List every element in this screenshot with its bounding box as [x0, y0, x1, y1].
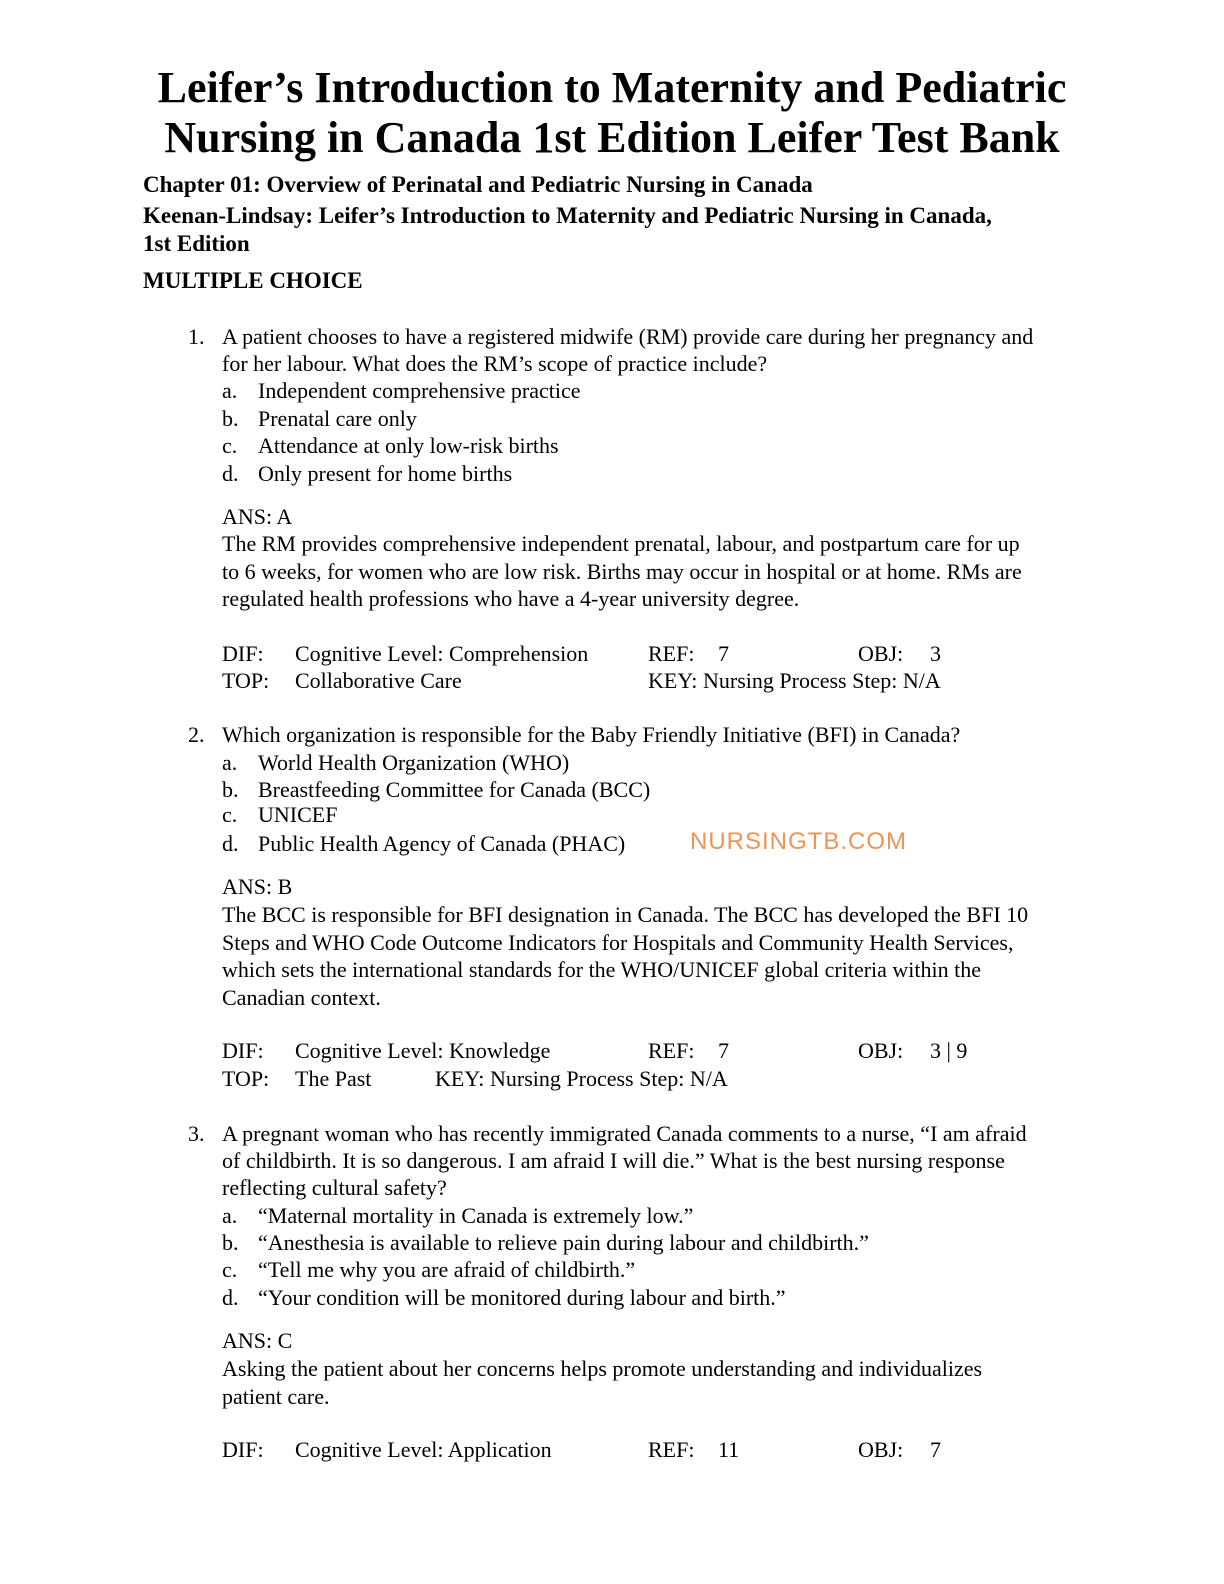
option-text: UNICEF [258, 802, 338, 827]
answer-key: ANS: C [222, 1328, 293, 1353]
book-heading-line-1: Keenan-Lindsay: Leifer’s Introduction to Maternity and Pediatric Nursing in Canada, [143, 203, 992, 228]
option-letter: a. [222, 1203, 238, 1228]
question-number: 2. [188, 722, 205, 747]
dif-value: Cognitive Level: Comprehension [295, 641, 589, 666]
question-number: 1. [188, 324, 205, 349]
ref-value: 7 [718, 641, 729, 666]
rationale-line: The BCC is responsible for BFI designation in Canada. The BCC has developed the BFI 10 [222, 902, 1029, 927]
ref-label: REF: [648, 641, 695, 666]
ref-label: REF: [648, 1437, 695, 1462]
question-stem-line: A patient chooses to have a registered midwife (RM) provide care during her pregnancy and [222, 324, 1034, 349]
question-number: 3. [188, 1121, 205, 1146]
document-title-line-1: Leifer’s Introduction to Maternity and Pediatric [157, 63, 1067, 112]
ref-value: 11 [718, 1437, 740, 1462]
option-letter: c. [222, 433, 238, 458]
chapter-heading: Chapter 01: Overview of Perinatal and Pediatric Nursing in Canada [143, 172, 813, 197]
obj-label: OBJ: [858, 1038, 904, 1063]
answer-key: ANS: B [222, 874, 293, 899]
obj-label: OBJ: [858, 1437, 904, 1462]
option-letter: c. [222, 1257, 238, 1282]
option-text: “Tell me why you are afraid of childbirth.” [258, 1257, 636, 1282]
question-stem-line: Which organization is responsible for the Baby Friendly Initiative (BFI) in Canada? [222, 722, 961, 747]
option-letter: d. [222, 831, 239, 856]
option-text: Independent comprehensive practice [258, 378, 581, 403]
key-label: KEY: [648, 668, 698, 693]
question-stem-line: for her labour. What does the RM’s scope of practice include? [222, 351, 768, 376]
option-letter: c. [222, 802, 238, 827]
option-letter: a. [222, 378, 238, 403]
dif-value: Cognitive Level: Application [295, 1437, 552, 1462]
option-text: Attendance at only low-risk births [258, 433, 559, 458]
rationale-line: regulated health professions who have a 4-year university degree. [222, 586, 800, 611]
obj-value: 3 [930, 641, 941, 666]
rationale-line: to 6 weeks, for women who are low risk. Births may occur in hospital or at home. RMs are [222, 558, 1022, 584]
section-heading: MULTIPLE CHOICE [143, 268, 363, 293]
obj-value: 7 [930, 1437, 941, 1462]
ref-label: REF: [648, 1038, 695, 1063]
rationale-line: Asking the patient about her concerns helps promote understanding and individualizes [222, 1356, 983, 1381]
ref-value: 7 [718, 1038, 729, 1063]
book-heading-line-2: 1st Edition [143, 231, 250, 256]
dif-label: DIF: [222, 641, 264, 666]
option-text: World Health Organization (WHO) [258, 750, 570, 775]
option-letter: d. [222, 461, 239, 486]
key-value: Nursing Process Step: N/A [703, 668, 941, 693]
option-text: “Maternal mortality in Canada is extremely low.” [258, 1203, 694, 1228]
rationale-line: which sets the international standards for the WHO/UNICEF global criteria within the [222, 957, 982, 982]
option-text: Breastfeeding Committee for Canada (BCC) [258, 777, 651, 802]
option-text: Public Health Agency of Canada (PHAC) [258, 831, 626, 856]
topic-value: Collaborative Care [295, 668, 462, 693]
option-letter: d. [222, 1285, 239, 1310]
option-letter: b. [222, 1230, 239, 1255]
question-stem-line: A pregnant woman who has recently immigrated Canada comments to a nurse, “I am afraid [222, 1121, 1027, 1146]
option-letter: b. [222, 777, 239, 802]
topic-label: TOP: [222, 1066, 270, 1091]
option-letter: b. [222, 406, 239, 431]
answer-key: ANS: A [222, 504, 293, 529]
question-stem-line: reflecting cultural safety? [222, 1175, 447, 1200]
dif-label: DIF: [222, 1038, 264, 1063]
document-title-line-2: Nursing in Canada 1st Edition Leifer Test Bank [164, 113, 1060, 162]
dif-label: DIF: [222, 1437, 264, 1462]
option-text: Only present for home births [258, 461, 513, 486]
topic-value: The Past [295, 1066, 372, 1091]
rationale-line: The RM provides comprehensive independent prenatal, labour, and postpartum care for up [222, 531, 1020, 556]
option-text: “Your condition will be monitored during labour and birth.” [258, 1285, 786, 1310]
option-letter: a. [222, 750, 238, 775]
obj-label: OBJ: [858, 641, 904, 666]
key-label: KEY: [435, 1066, 485, 1091]
rationale-line: Canadian context. [222, 984, 381, 1010]
watermark: NURSINGTB.COM [690, 828, 907, 855]
option-text: Prenatal care only [258, 406, 417, 431]
key-value: Nursing Process Step: N/A [490, 1066, 728, 1091]
topic-label: TOP: [222, 668, 270, 693]
question-stem-line: of childbirth. It is so dangerous. I am afraid I will die.” What is the best nursing response [222, 1148, 1005, 1173]
option-text: “Anesthesia is available to relieve pain during labour and childbirth.” [258, 1230, 869, 1255]
rationale-line: patient care. [222, 1383, 330, 1409]
dif-value: Cognitive Level: Knowledge [295, 1038, 551, 1063]
rationale-line: Steps and WHO Code Outcome Indicators for Hospitals and Community Health Services, [222, 929, 1014, 955]
obj-value: 3 | 9 [930, 1038, 968, 1063]
